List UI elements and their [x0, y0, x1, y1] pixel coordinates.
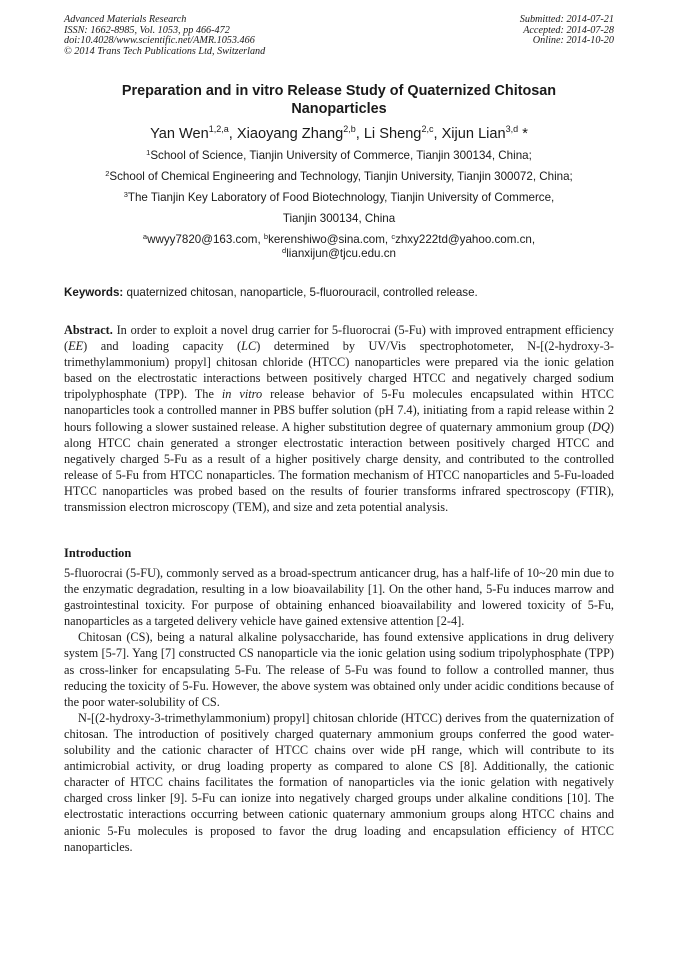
abstract-term-invitro: in vitro	[221, 387, 263, 402]
email-sup: b	[263, 232, 269, 241]
abstract-paragraph	[64, 322, 614, 515]
abstract-text: In order to exploit a novel drug carrier for 5-fluorocrai (5-Fu) with improved entrapment efficiency (	[64, 323, 614, 354]
intro-paragraph-2: Chitosan (CS), being a natural alkaline polysaccharide, has found extensive applications in drug delivery system [5-7]. Yang [7] constructed CS nanoparticle via the ionic gelation using sodium tripolyphosphate (TPP) as cross-linker for encapsulating 5-Fu. The release of 5-Fu was found to follow a controlled manner, thus reducing the toxicity of 5-Fu. However, the above system was obtained only under acidic conditions because of the poor water-solubility of CS.	[64, 630, 614, 709]
author-affil-sup: 1,2,a	[208, 124, 229, 134]
journal-header-right	[520, 15, 614, 47]
abstract-label: Abstract.	[64, 323, 113, 337]
submitted-date: Submitted: 2014-07-21	[519, 14, 614, 25]
introduction-heading: Introduction	[64, 546, 132, 560]
author-affil-sup: 3,d	[505, 124, 519, 134]
abstract-term-dq: DQ	[592, 419, 610, 434]
corresponding-mark: *	[518, 126, 528, 142]
affil-text: School of Chemical Engineering and Technology, Tianjin University, Tianjin 300072, China;	[109, 170, 573, 183]
abstract-text: ) along HTCC chain generated a stronger electrostatic interaction between positively charged HTCC and negatively charged 5-Fu as a result of a higher positively charge density, and contributed to the controlled release of 5-Fu from HTCC nonaparticles. The formation mechanism of HTCC nanoparticles and 5-Fu-loaded HTCC nanoparticles was probed based on the results of fourier transforms infrared spectroscopy (FTIR), transmission electron microscopy (TEM), and size and zeta potential analysis.	[64, 419, 614, 515]
affiliation-3	[64, 191, 614, 205]
email-sup: c	[391, 232, 396, 241]
author-list	[64, 125, 614, 143]
affiliation-3-city: Tianjin 300134, China	[282, 212, 396, 225]
abstract-text: release behavior of 5-Fu molecules encapsulated within HTCC nanoparticles took a controlled manner in PBS buffer solution (pH 7.4), initiating from a rapid release within 2 hours following a slower sustained release. A higher substitution degree of quaternary ammonium group (	[64, 387, 614, 434]
author-emails-line-2	[64, 247, 614, 261]
abstract-text: ) determined by UV/Vis spectrophotometer, N-[(2-hydroxy-3-trimethylammonium) propyl] chitosan chloride (HTCC) nanoparticles were prepared via the ionic gelation based on the electrostatic interactions between positively charged HTCC and negatively charged sodium tripolyphosphate (TPP). The	[64, 339, 614, 402]
author-affil-sup: 2,b	[343, 124, 356, 134]
abstract-term-lc: LC	[241, 339, 257, 354]
abstract	[64, 322, 614, 515]
keywords-text: quaternized chitosan, nanoparticle, 5-fluorouracil, controlled release.	[123, 286, 478, 299]
title-line-2: Nanoparticles	[291, 101, 387, 117]
affiliation-2	[64, 170, 614, 184]
author-name: Xiaoyang Zhang	[236, 126, 344, 142]
affiliation-1	[64, 149, 614, 163]
journal-name: Advanced Materials Research	[64, 14, 187, 25]
author-affil-sup: 2,c	[421, 124, 434, 134]
abstract-term-ee: EE	[68, 339, 84, 354]
journal-doi: doi:10.4028/www.scientific.net/AMR.1053.466	[64, 35, 255, 47]
journal-header-left	[64, 15, 265, 57]
journal-issn: ISSN: 1662-8985, Vol. 1053, pp 466-472	[64, 24, 230, 36]
author-sep: ,	[355, 126, 364, 142]
affil-text: School of Science, Tianjin University of Commerce, Tianjin 300134, China;	[150, 149, 532, 162]
author-emails-line-1	[64, 233, 614, 247]
keywords	[64, 286, 624, 300]
email-b: kerenshiwo@sina.com,	[268, 233, 392, 246]
affil-sup: 1	[146, 148, 151, 157]
author-name: Li Sheng	[363, 126, 422, 142]
paper-title	[64, 82, 614, 118]
author-sep: ,	[433, 126, 442, 142]
intro-paragraph-1: 5-fluorocrai (5-FU), commonly served as a broad-spectrum anticancer drug, has a half-life of 10~20 min due to the enzymatic degradation, resulting in a low bioavailability [1]. On the other hand, 5-Fu induces marrow and gastrointestinal toxicity. For purpose of obtaining enhanced bioavailability and lowered toxicity of 5-Fu, nanoparticles as a targeted delivery vehicle have gained extensive attention [2-4].	[64, 566, 614, 629]
email-d: lianxijun@tjcu.edu.cn	[286, 247, 396, 260]
introduction-body	[64, 565, 614, 855]
online-date: Online: 2014-10-20	[532, 35, 614, 47]
email-a: wwyy7820@163.com,	[147, 233, 264, 246]
abstract-text: ) and loading capacity (	[83, 339, 242, 354]
journal-copyright: © 2014 Trans Tech Publications Ltd, Switzerland	[64, 45, 266, 57]
title-line-1: Preparation and in vitro Release Study of Quaternized Chitosan	[121, 83, 557, 99]
author-name: Xijun Lian	[441, 126, 506, 142]
affil-sup: 3	[123, 190, 128, 199]
email-sup: d	[282, 246, 287, 255]
intro-paragraph-3: N-[(2-hydroxy-3-trimethylammonium) propyl] chitosan chloride (HTCC) derives from the quaternization of chitosan. The introduction of positively charged quaternary ammonium groups conferred the good water-solubility and the cationic character of HTCC chains over wide pH range, which will contribute to its antimicrobial activity, or drug loading property as compared to alone CS [8]. Additionally, the cationic character of HTCC chains facilitates the formation of nanoparticles via the ionic gelation with negatively charged cross linker [9]. 5-Fu can ionize into negatively charged groups under alkaline conditions [10]. The electrostatic interactions occurring between cationic quaternary ammonium groups along HTCC chains and anionic 5-Fu molecules is proposed to favor the drug loading and encapsulation efficiency of HTCC nanoparticles.	[64, 710, 614, 854]
keywords-label: Keywords:	[64, 286, 124, 299]
author-sep: ,	[228, 126, 237, 142]
accepted-date: Accepted: 2014-07-28	[523, 24, 614, 36]
affil-sup: 2	[105, 169, 110, 178]
email-c: zhxy222td@yahoo.com.cn,	[395, 233, 536, 246]
affil-text: The Tianjin Key Laboratory of Food Biotechnology, Tianjin University of Commerce,	[127, 191, 555, 204]
author-name: Yan Wen	[150, 126, 209, 142]
email-sup: a	[142, 232, 148, 241]
